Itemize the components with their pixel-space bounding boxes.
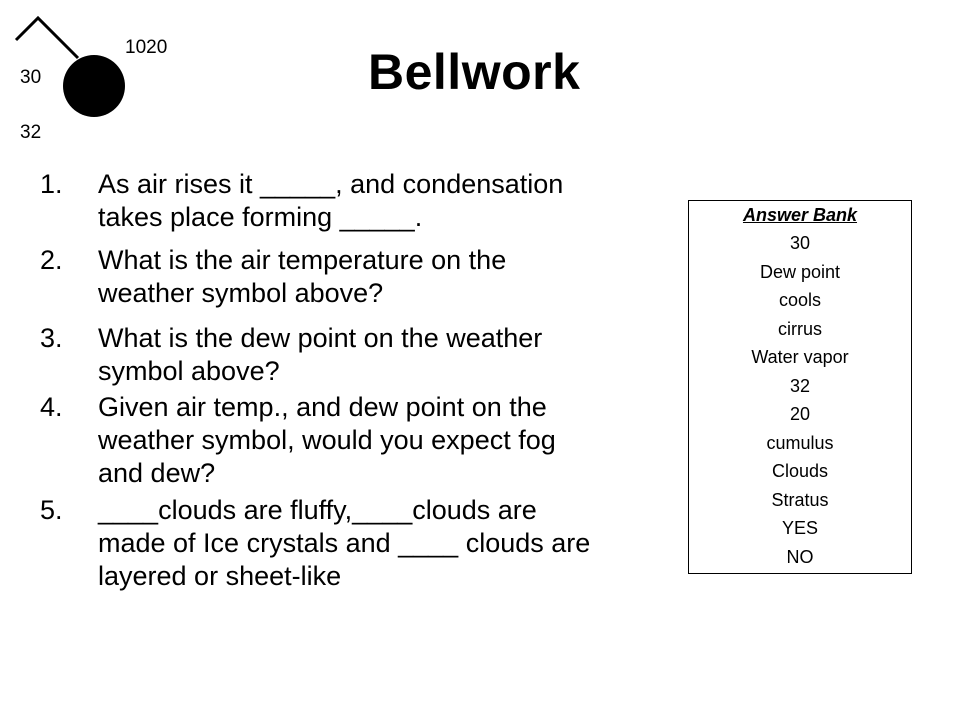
question-item (40, 391, 700, 490)
answer-item: 32 (789, 375, 811, 396)
question-text: What is the air temperature on the weather symbol above? (98, 245, 507, 308)
page-title: Bellwork (368, 44, 581, 100)
question-item (40, 494, 700, 593)
answer-item: 30 (789, 233, 811, 253)
answer-bank-list (689, 229, 911, 571)
answer-item: YES (781, 518, 819, 538)
answer-item: 20 (789, 404, 811, 424)
question-number: 5. (40, 495, 63, 525)
cloud-cover-circle-icon (63, 55, 125, 117)
question-text: As air rises it _____, and condensation takes place forming _____. (98, 169, 564, 232)
wind-barb-icon (16, 18, 78, 58)
answer-bank-title: Answer Bank (742, 205, 858, 225)
question-text: Given air temp., and dew point on the weather symbol, would you expect fog and dew? (98, 392, 556, 488)
question-item (40, 168, 700, 234)
question-number: 2. (40, 245, 63, 275)
question-number: 3. (40, 323, 63, 353)
answer-item: Clouds (771, 461, 829, 481)
answer-item: cools (778, 290, 822, 310)
weather-station-model (0, 0, 200, 160)
question-text: What is the dew point on the weather symbol above? (98, 323, 543, 386)
question-number: 4. (40, 392, 63, 422)
question-text: ____clouds are fluffy,____clouds are made of Ice crystals and ____ clouds are layered or sheet-like (98, 495, 591, 591)
question-item (40, 244, 700, 310)
answer-item: Dew point (759, 261, 841, 282)
answer-bank-box (688, 200, 912, 574)
pressure-label: 1020 (125, 37, 168, 58)
answer-item: NO (786, 546, 814, 567)
answer-item: cumulus (766, 432, 834, 453)
question-number: 1. (40, 169, 63, 199)
dew-point-label: 32 (20, 122, 42, 143)
answer-item: Water vapor (751, 347, 849, 367)
temperature-label: 30 (20, 67, 42, 88)
answer-item: cirrus (778, 318, 822, 339)
answer-item: Stratus (771, 489, 829, 510)
question-item (40, 322, 700, 388)
